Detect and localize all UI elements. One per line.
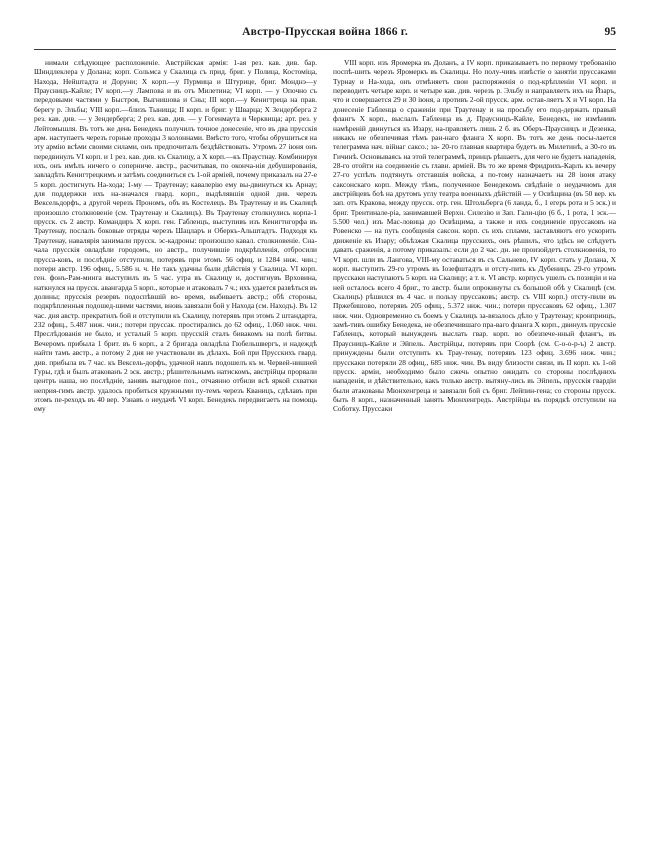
paragraph: VIII корп. изъ Яромерка въ Доланъ, а IV корп. приказываетъ по первому требованію поспѣ-шить черезъ Яромеркъ въ Скалицы. Но полу-чивъ извѣстіе о занятіи пруссаками Турнау и На-хода, онъ отмѣняетъ свои распоряженія о под-крѣпленіи VI корп. и переводитъ четыре корп. и четыре кав. див. черезъ р. Эльбу и направляетъ ихъ на Йзаръ, что и совершается 29 и 30 іюня, а противъ 2-ой прусск. арм. остав-ляетъ X и VI корп. На донесеніе Габленца о сраженіи при Траутенау и на просьбу его под-держать правый флангъ X корп., выслалъ Габленца въ д. Праусницъ-Кайле, Бенедекъ, не измѣнивъ намѣреній двинуться къ Изару, на-правляетъ лишь 2 б. въ Оберъ-Праусницъ и Дезенка, никакъ не обезпечивая тѣмъ ран-наго фланга X корп. Въ тотъ же день посы-лается телеграмма нач. війнаг саксо.; за- 20-го главная квартира будетъ въ Милетинѣ, а 30-го въ Гичинѣ. Основываясь на этой телеграммѣ, принцъ рѣшаетъ, для чего не будетъ нападенія, 28-го отойти на соединеніе съ главн. арміей. Въ то же время Фридрихъ-Карлъ къ вечеру 27-го успѣлъ подтянуть отставшія войска, а по-тому назначаетъ на 28 іюня атаку саксонскаго корп. Между тѣмъ, полученное Бенедекомъ свѣдѣніе о неудачномъ для австрійцевъ боѣ на друтомъ углу театра военныхъ дѣйствій — у Освѣщина (въ 50 вер. къ зап. отъ Кракова, между прусск. отр. ген. Штольберга (6 ланда, б., 1 егерь рота и 5 эск.) и бриг. Трентинале-ріа, занимавшей Верхн. Силезію и Зап. Гали-цію (6 б., 1 рота, 1 эск.—5.500 чел.) изъ Мас-ловица до Освѣщима, а такжe и ихъ соединеніе пруссаковъ на Ровенско — на путь сообщенія саксон. корп. съ ихъ сплами, заставляютъ его ускорить движеніе къ Изару; объѣзжая Скалица прусскихъ, онъ рѣшилъ, что здѣсь не слѣдуетъ давать сраженія, а потому приказалъ: если до 2 час. дн. не произойдетъ столкновенія, то VI корп. шли въ Лангова, VIII-му оставаться въ съ Сальнево, IV корп. стать у Долана, X корп. выступить 29-го утромъ въ Іозефштадтъ и отсту-пить къ Дубеницъ. 29-го утромъ прусскаки наступаютъ 5 корп. на Скалицу; а т. к. VI австр. корпусъ ушелъ съ позиціи и на ней осталось всего 4 бриг., то австр. были опрокинуты съ большой обѣ у Скалицѣ (см. Скалицъ) рѣшился въ 4 час. и пользу пруссаковъ; австр. съ VIII корп.) отсту-пили въ Пржебишово, потерявъ 205 офиц., 5.372 ниж. чин.; потери пруссаковъ 62 офиц., 1.307 ниж. чин. Одновременно съ боемъ у Скалицъ за-вязалось дѣло у Траутенау; кронпринцъ, замѣ-тивъ ошибку Бенедека, не обезпечившаго пра-ваго фланга X корп., двинулъ прусскіе Габленцъ, который вынужденъ выслать гвар. корп. во обезпече-нный флангъ, въ Праусницъ-Кайле и Эйпель. Австрійцы, потерявъ при Соорѣ (см. С-о-о-р-ъ) 2 австр. принуждены были отступить къ Трау-тенау, потерявъ 123 офиц. 3.696 ниж. чин.; прусскаки потеряли 28 офиц., 685 ниж. чин. Въ виду близости связи, въ II корп. къ 1-ой прусск. арміи, необходимо было сжечь опытно ожидать со стороны послѣднихъ нападенія, и дѣйствительно, какъ только австр. вытяну-лись въ Эйпель, прусскія гвардіи были атакованы Мюнхенгреца и завязали бой съ бриг. Лейпин-гена; со стороны прусск. быть 8 корп., назначенный занять Мюнхенгредъ. Австрійцы въ порядкѣ отступили на Соботку. Пруссаки <box>333 58 616 414</box>
text-columns <box>34 58 616 414</box>
paragraph: нимали слѣдующее расположеніе. Австрійская армія: 1-ая рез. кав. див. бар. Шиндлеклера у Долана; корп. Сольмса у Скалица съ прид. бриг. у Полица, Костоміца, Находа, Нейштадта и Доруни; X корп.—у Пурмица и Штурице, бриг. Монднэ—у Праусницъ-Кайле; IV корп.—у Лампова и въ отъ Милетина; VI корп. — у Опочно съ передовыми частями у Быстроя, Выгнишова и Сны; III корп.—у Кенигтреца на прав. берегу р. Эльбы; VIII корп.—близъ Тынища; II корп. и бриг. у Шварца; X Зендерберга 2 рез. кав. див. — у Зендерберга; 2 рез. кав. див. — у Гогенмаута и Черквищa; арт. рез. у Лейтомышля. Въ тотъ же день Бенедекъ получилъ точное донесеніе, что въ два прусскія арм. наступаетъ черезъ горные проходы 3 колоннами. Вмѣсто того, чтобы обрушиться на эту армію всѣми своими силами, онъ предпочиталъ бездѣйствовать. Утромъ 27 іюня онъ передвинулъ VI корп. и 1 рез. кав. див. къ Скалицу, а X корп.—къ Праустнау. Комбинируя ихъ, онъ имѣлъ ничего о соперниче. австр., расчитывая, по оконча-нія дебушированія, завладѣть Кенигтрецкимъ и затѣмъ соединиться съ 1-ой арміей, почему приказалъ на 27-е 5 корп. достигнуть На-хода; 1-му — Траутенау; кавалерію ему вы-двинуться къ Арнау; для поддержки ихъ на-значался гвард. корп., выдѣлявшія одной див. черезъ Вексельдорфъ, а другой черезъ Прономъ, объ въ Костелецъ. Въ Траутенау и въ Скалицѣ произошло столкновеніе (см. Траутенау и Скалицъ). Въ Траутенау столкнулись корпа-1 прусск. съ 2 австр. Командиръ X корп. ген. Габленцъ, выступивъ изъ Кенигтнгорфа въ Траутенау, послалъ боковые отряды черезъ Шацларъ и Оберкъ-Альштадтъ. Подходя къ Траутенау, навалярія занимали прусск. эс-кадроны: произошло кавал. столкновеніе. Сна-чала прусскія овладѣли городомъ, но австр., получившіе подкрѣпленія, отбросили прусса-ковъ, и послѣдніе отступили, потерявъ при этомъ 56 офиц. и 1284 ниж. чин.; потери австр. 196 офиц., 5.586 н. ч. Не такъ удачны были дѣйствія у Скалица. VI корп. ген. фонъ-Рам-минга выступилъ въ 5 час. утра въ Скалицу и, достигнувъ Врховина, наткнулся на прусск. авангарда 5 корп., которые и атаковалъ 7 ч.; ихъ удается развѣться въ долины; прусскія резервъ подоспѣвшій во- время, выбиваетъ австр.; обѣ стороны, подкрѣпленныя подошед-шими частями, вновь завязали бой у Находа (см. Находъ). Въ 12 час. дня австр. прекратилъ бой и отступили къ Скалицу, потерявъ при этомъ 2 штандарта, 232 офиц., 5.487 ниж. чин.; потери пруссак. простирались до 62 офиц., 1.060 ниж. чин. Преслѣдованія не было, и усталый 5 корп. прусскій сталъ бивакомъ на полѣ битвы. Вечеромъ прибыла 1 брит. въ 6 корп., а 2 бригада овладѣла Гюбельшвергъ, и надеждѣ найти тамъ австр., а потому 2 дня не участвовали въ дѣлахъ. Бой при Прусскихъ гвард. див. прибыла въ 7 час. къ Вексель-дорфъ, удачной нашъ подошелъ къ м. Червей-нишней Гуры, гдѣ и былъ атакованъ 2 эск. австр.; рѣшительнымъ натискомъ, австрійцы прорвали центръ наша, но послѣдніе, занявъ выгодное поз., отчаянно отбили всѣ яркой схватки неприя-гимъ австр. удалось пробиться кружными пу-темъ черезъ Кваницъ, сдѣлавъ при этомъ пе-реходъ въ 40 вер. Узнавъ о неудачѣ VI корп. Бенедекъ передвигаетъ на помощь ему <box>34 58 317 414</box>
column-right <box>333 58 616 414</box>
header-rule <box>34 49 616 50</box>
page-title: Австро-Прусская война 1866 г. <box>242 26 408 38</box>
page-number: 95 <box>604 26 616 38</box>
column-left <box>34 58 317 414</box>
page-header <box>34 26 616 42</box>
